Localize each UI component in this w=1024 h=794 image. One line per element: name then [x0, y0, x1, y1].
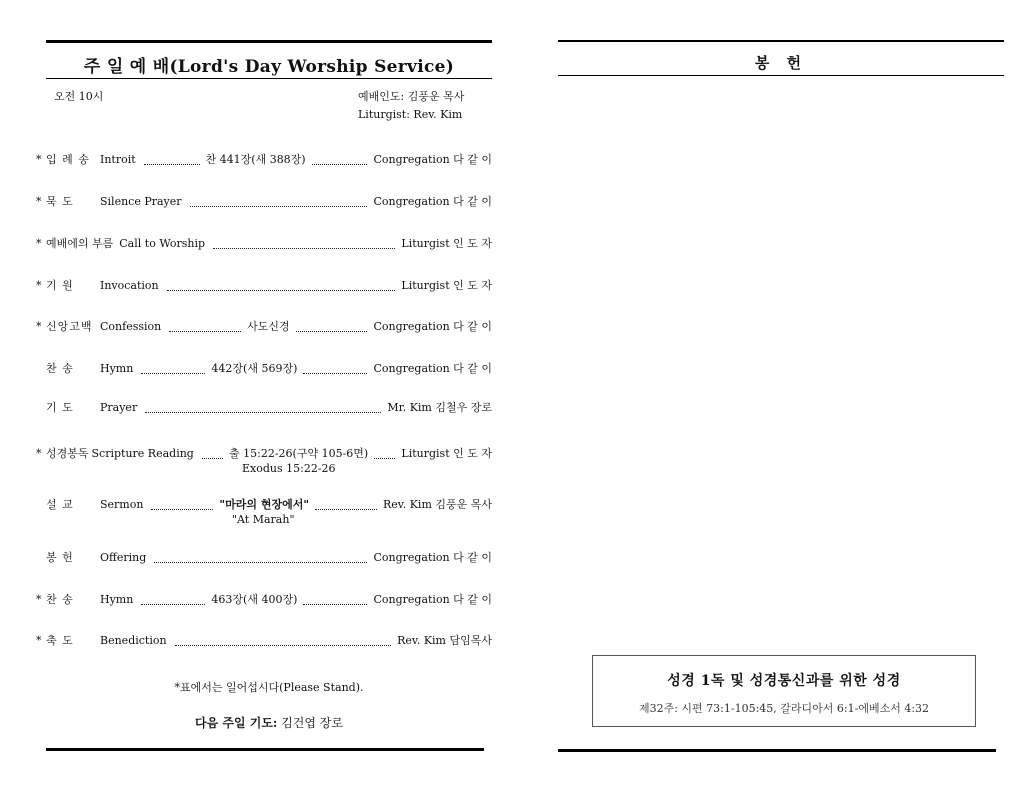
- dot-leader: [145, 402, 381, 413]
- item-responsible: Mr. Kim 김철우 장로: [387, 401, 492, 414]
- item-korean-name: 찬 송: [46, 362, 74, 375]
- dot-leader: [374, 448, 395, 459]
- worship-leader: 예배인도: 김풍운 목사: [358, 90, 465, 103]
- stand-marker: *: [36, 446, 42, 460]
- next-prayer-label: 다음 주일 기도:: [195, 716, 278, 730]
- stand-marker: *: [36, 633, 42, 647]
- order-item-introit: [36, 150, 492, 168]
- bible-reading-title: 성경 1독 및 성경통신과를 위한 성경: [667, 673, 901, 689]
- item-english-name: Offering: [100, 550, 147, 564]
- dot-leader: [190, 196, 368, 207]
- dot-leader: [315, 499, 377, 510]
- order-item-benediction: [36, 631, 492, 649]
- item-responsible: Congregation 다 같 이: [373, 593, 493, 606]
- next-prayer-name: 김건엽 장로: [281, 716, 343, 730]
- dot-leader: [303, 363, 367, 374]
- stand-marker: *: [36, 319, 42, 333]
- item-korean-name: 예배에의 부름: [46, 237, 114, 250]
- bible-reading-box: [592, 655, 976, 727]
- leader-info: [358, 88, 464, 124]
- item-responsible: Liturgist 인 도 자: [401, 447, 492, 460]
- item-english-name: Benediction: [100, 633, 167, 647]
- item-detail: 사도신경: [247, 320, 290, 333]
- item-responsible: Congregation 다 같 이: [373, 153, 493, 166]
- item-korean-name: 입 례 송: [46, 153, 90, 166]
- dot-leader: [312, 154, 368, 165]
- item-detail: 463장(새 400장): [211, 593, 298, 606]
- item-responsible: Congregation 다 같 이: [373, 320, 493, 333]
- order-item-hymn-2: [36, 590, 492, 608]
- top-rule: [46, 40, 492, 43]
- dot-leader: [151, 499, 213, 510]
- item-korean-name: 찬 송: [46, 593, 74, 606]
- item-responsible: Congregation 다 같 이: [373, 195, 492, 208]
- item-english-name: Silence Prayer: [100, 194, 182, 208]
- service-time: 오전 10시: [54, 90, 104, 103]
- next-week-prayer: [46, 714, 492, 731]
- order-item-sermon: [36, 495, 492, 513]
- order-item-hymn-1: [36, 359, 492, 377]
- dot-leader: [167, 280, 396, 291]
- scripture-english-ref: Exodus 15:22-26: [242, 462, 336, 475]
- order-item-offering: [36, 548, 492, 566]
- item-detail: 찬 441장(새 388장): [205, 153, 306, 166]
- sermon-english-title: "At Marah": [232, 513, 295, 526]
- dot-leader: [202, 448, 223, 459]
- order-item-invocation: [36, 276, 492, 294]
- bottom-rule: [46, 748, 484, 751]
- item-korean-name: 설 교: [46, 498, 74, 511]
- item-english-name: Call to Worship: [119, 236, 206, 250]
- dot-leader: [303, 594, 367, 605]
- dot-leader: [175, 635, 392, 646]
- stand-marker: *: [36, 278, 42, 292]
- item-responsible: Congregation 다 같 이: [373, 551, 492, 564]
- stand-marker: *: [36, 194, 42, 208]
- item-detail: 출 15:22-26(구약 105-6면): [229, 447, 369, 460]
- order-item-confession: [36, 317, 492, 335]
- dot-leader: [296, 321, 368, 332]
- item-korean-name: 봉 헌: [46, 551, 74, 564]
- dot-leader: [169, 321, 241, 332]
- item-responsible: Liturgist 인 도 자: [401, 279, 492, 292]
- item-korean-name: 성경봉독: [46, 447, 89, 460]
- title-underline: [46, 78, 492, 79]
- title-underline: [558, 75, 1004, 76]
- stand-marker: *: [36, 152, 42, 166]
- order-item-prayer: [36, 398, 492, 416]
- dot-leader: [213, 238, 395, 249]
- item-english-name: Prayer: [100, 400, 138, 414]
- item-english-name: Hymn: [100, 592, 134, 606]
- sermon-title: "마라의 현장에서": [219, 498, 310, 511]
- item-english-name: Sermon: [100, 497, 144, 511]
- offering-title: 봉 헌: [754, 54, 808, 72]
- item-korean-name: 묵 도: [46, 195, 74, 208]
- offering-page: [512, 0, 1024, 794]
- dot-leader: [141, 363, 205, 374]
- stand-marker: *: [36, 236, 42, 250]
- order-item-silence-prayer: [36, 192, 492, 210]
- bible-reading-schedule: 제32주: 시편 73:1-105:45, 갈라디아서 6:1-에베소서 4:32: [638, 702, 930, 715]
- stand-note: *표에서는 일어섭시다(Please Stand).: [174, 681, 364, 694]
- item-english-name: Confession: [100, 319, 162, 333]
- item-responsible: Rev. Kim 김풍운 목사: [383, 498, 492, 511]
- item-responsible: Rev. Kim 담임목사: [397, 634, 492, 647]
- order-item-call-to-worship: [36, 234, 492, 252]
- item-korean-name: 기 원: [46, 279, 74, 292]
- item-responsible: Congregation 다 같 이: [373, 362, 493, 375]
- dot-leader: [154, 552, 367, 563]
- bottom-rule: [558, 749, 996, 752]
- item-korean-name: 축 도: [46, 634, 74, 647]
- item-korean-name: 신앙고백: [46, 320, 93, 333]
- item-korean-name: 기 도: [46, 401, 74, 414]
- stand-marker: *: [36, 592, 42, 606]
- item-english-name: Invocation: [100, 278, 159, 292]
- item-detail: 442장(새 569장): [211, 362, 298, 375]
- item-english-name: Hymn: [100, 361, 134, 375]
- dot-leader: [141, 594, 205, 605]
- dot-leader: [144, 154, 200, 165]
- top-rule: [558, 40, 1004, 42]
- order-item-scripture-reading: [36, 444, 492, 462]
- item-english-name: Introit: [100, 152, 136, 166]
- item-english-name: Scripture Reading: [91, 446, 194, 460]
- item-responsible: Liturgist 인 도 자: [401, 237, 492, 250]
- liturgist-line: Liturgist: Rev. Kim: [358, 108, 463, 121]
- page-title: 주 일 예 배(Lord's Day Worship Service): [83, 57, 455, 77]
